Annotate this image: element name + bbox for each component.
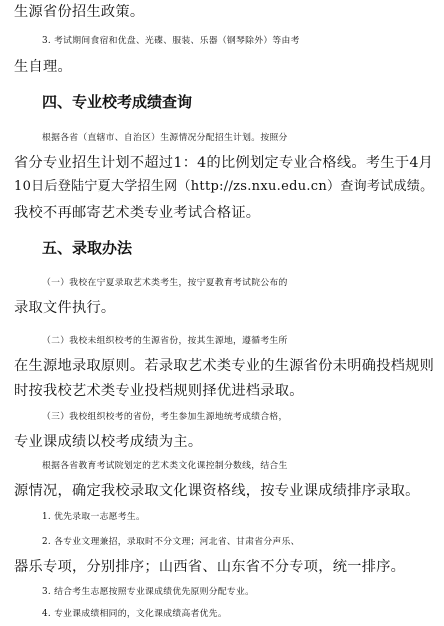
text-line: （三）我校组织校考的省份，考生参加生源地统考成绩合格， xyxy=(42,412,288,422)
text-line: 在生源地录取原则。若录取艺术类专业的生源省份未明确投档规则 xyxy=(14,358,435,374)
text-line: 10日后登陆宁夏大学招生网（http://zs.nxu.edu.cn）查询考试成绩。 xyxy=(14,179,434,194)
text-line: 3. 结合考生志愿按照专业课成绩优先原则分配专业。 xyxy=(42,587,255,597)
text-line: 生源省份招生政策。 xyxy=(14,4,145,20)
text-line: 源情况，确定我校录取文化课资格线，按专业课成绩排序录取。 xyxy=(14,483,420,499)
text-line: 我校不再邮寄艺术类专业考试合格证。 xyxy=(14,205,261,221)
text-line: 省分专业招生计划不超过1：4的比例划定专业合格线。考生于4月 xyxy=(14,155,434,171)
text-line: （一）我校在宁夏录取艺术类考生，按宁夏教育考试院公布的 xyxy=(42,278,288,288)
text-line: 时按我校艺术类专业投档规则择优进档录取。 xyxy=(14,383,304,399)
text-line: 2. 各专业文理兼招，录取时不分文理；河北省、甘肃省分声乐、 xyxy=(42,537,300,547)
text-line: 4. 专业课成绩相同的，文化课成绩高者优先。 xyxy=(42,609,227,619)
section-heading-4: 四、专业校考成绩查询 xyxy=(42,93,193,111)
text-line: 1. 优先录取一志愿考生。 xyxy=(42,512,146,522)
text-line: 根据各省（直辖市、自治区）生源情况分配招生计划。按照分 xyxy=(42,133,288,143)
text-line: 专业课成绩以校考成绩为主。 xyxy=(14,434,203,450)
text-line: 录取文件执行。 xyxy=(14,300,116,316)
section-heading-5: 五、录取办法 xyxy=(42,239,133,257)
text-line: 根据各省教育考试院划定的艺术类文化课控制分数线，结合生 xyxy=(42,461,288,471)
text-line: 生自理。 xyxy=(14,59,72,75)
text-line: （二）我校未组织校考的生源省份，按其生源地，遵循考生所 xyxy=(42,336,288,346)
text-line: 3. 考试期间食宿和优盘、光碟、服装、乐器（钢琴除外）等由考 xyxy=(42,36,300,46)
text-line: 器乐专项，分别排序；山西省、山东省不分专项，统一排序。 xyxy=(14,559,406,575)
